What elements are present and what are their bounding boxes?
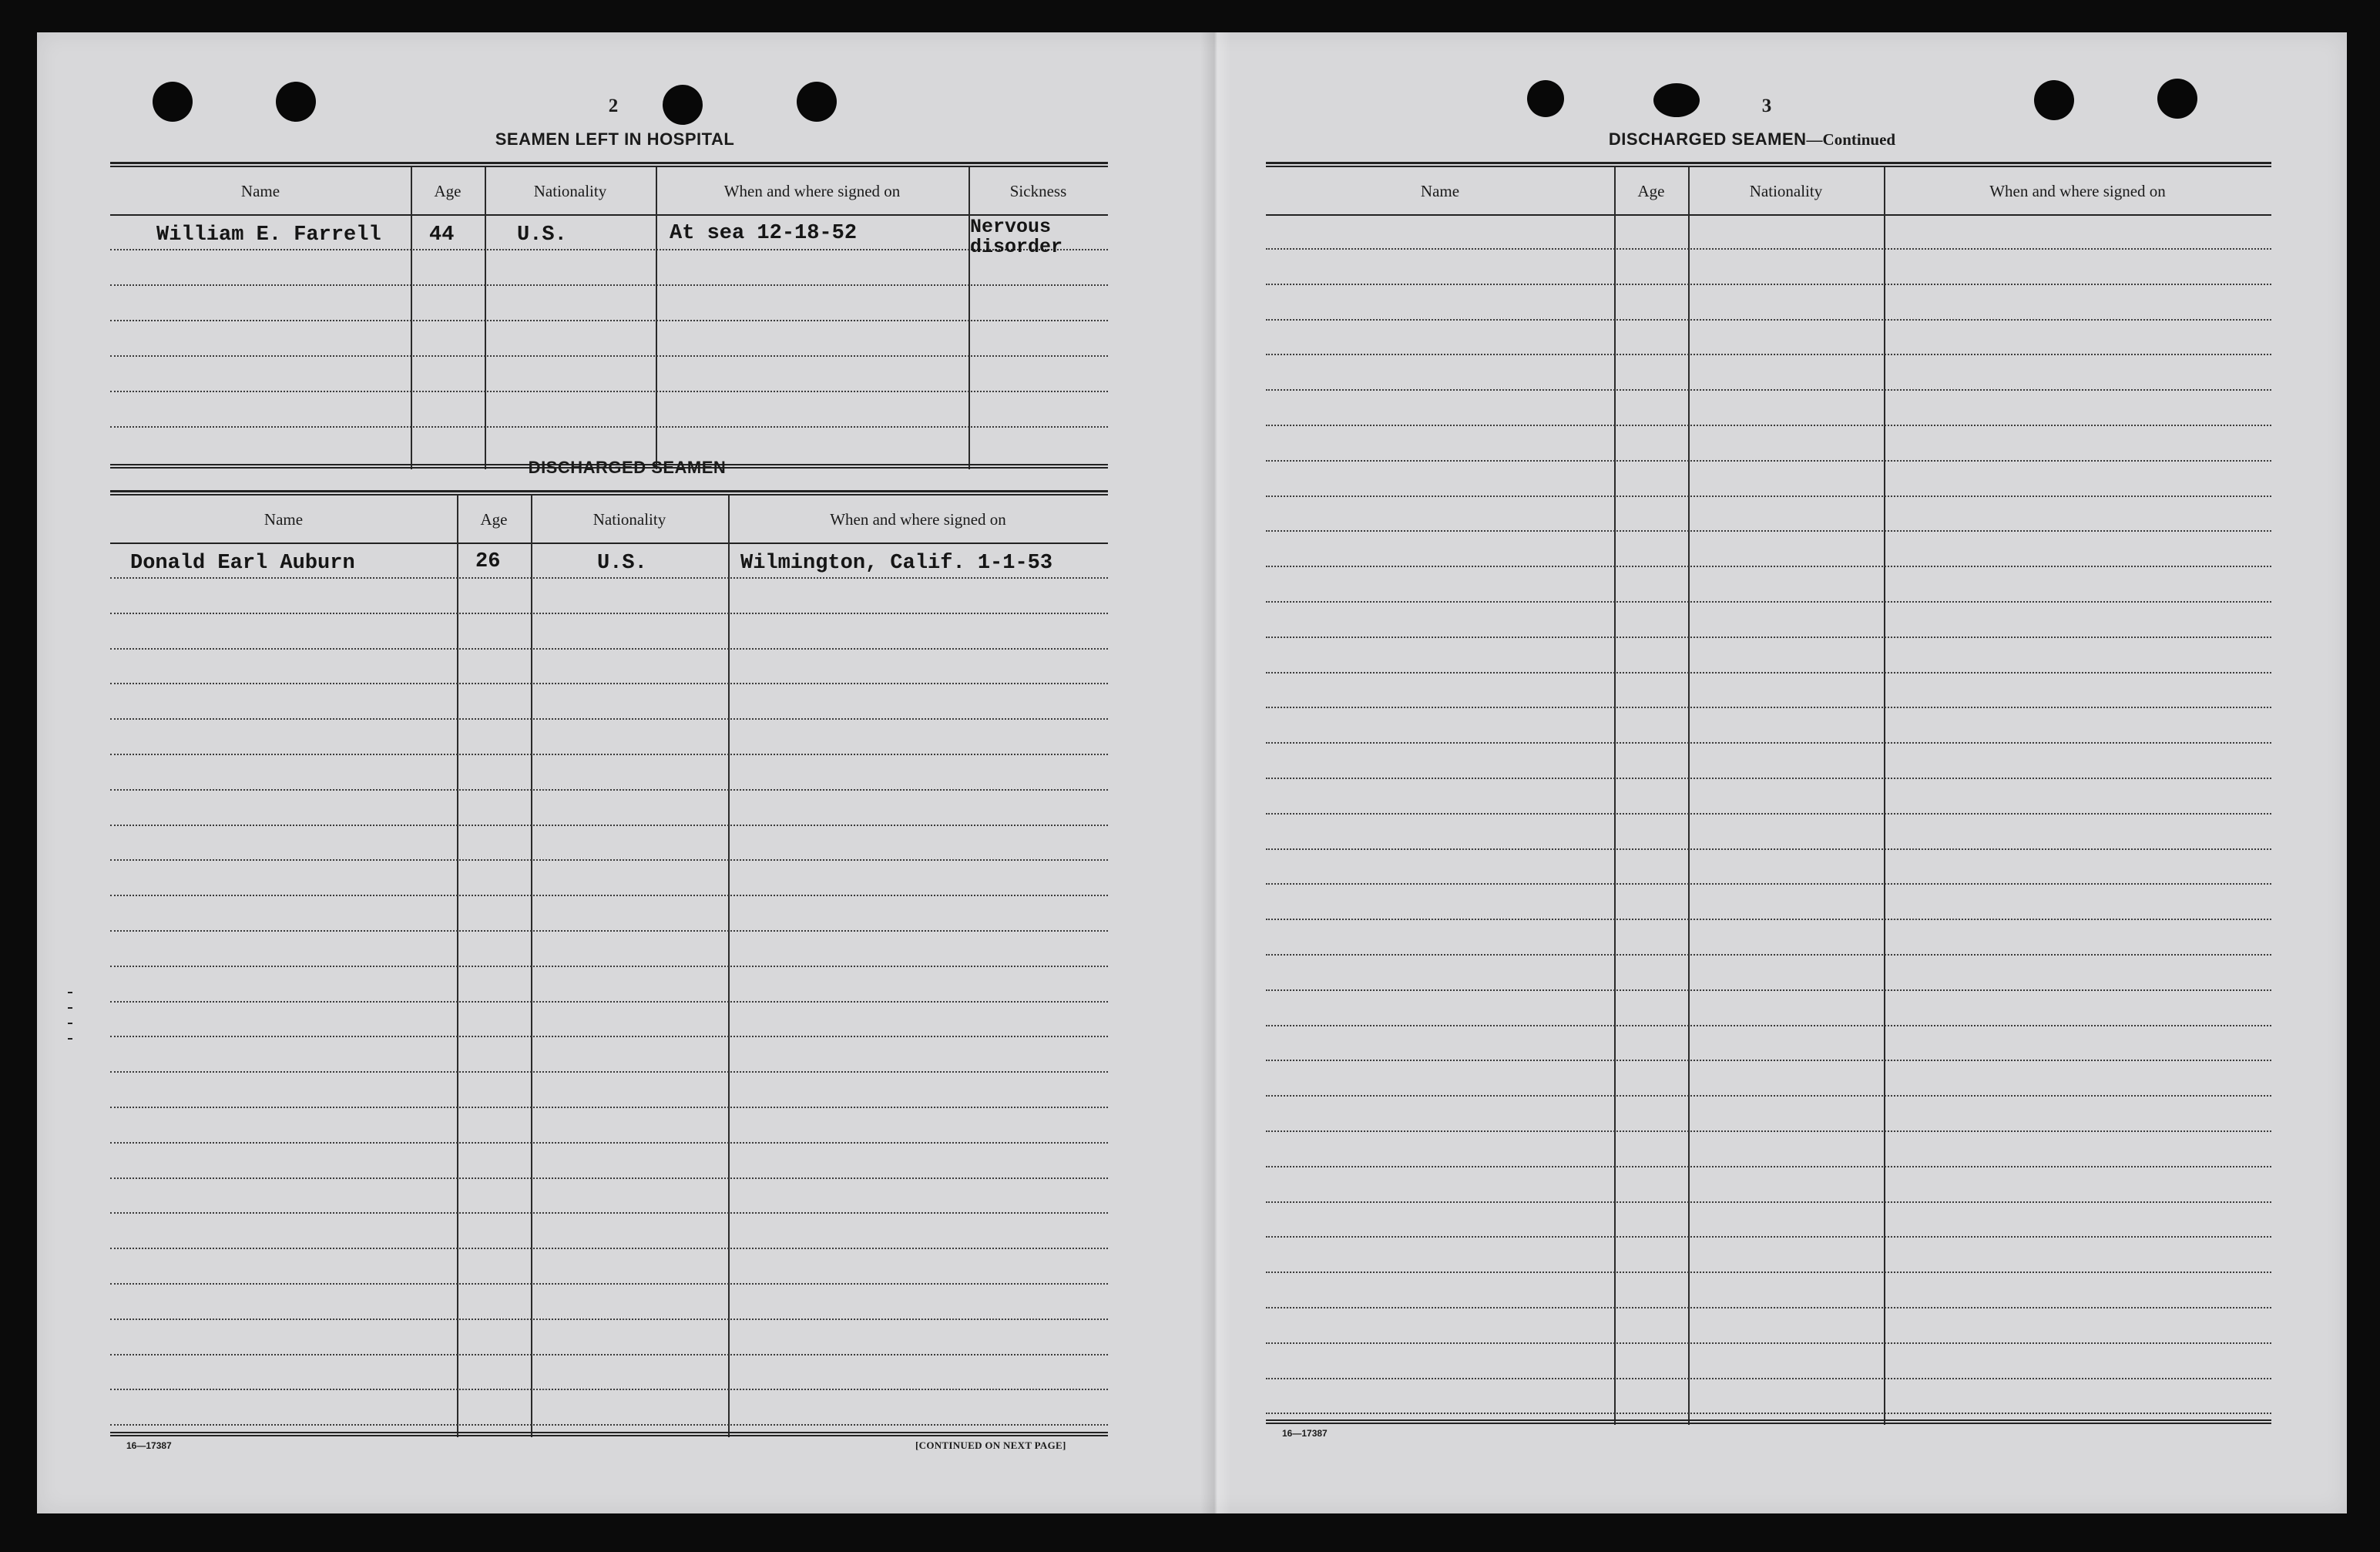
edge-mark: [68, 1038, 72, 1040]
section-title-discharged: DISCHARGED SEAMEN: [528, 458, 727, 477]
row-rule: [110, 1142, 1108, 1144]
column-divider: [656, 167, 657, 469]
column-header-name: Name: [264, 510, 304, 529]
row-rule: [1266, 778, 2271, 779]
row-rule: [110, 930, 1108, 932]
column-divider: [485, 167, 486, 469]
row-rule: [110, 577, 1108, 579]
row-rule: [110, 825, 1108, 826]
row-rule: [110, 718, 1108, 720]
row-rule: [110, 1248, 1108, 1249]
table-bottom-rule: [110, 1432, 1108, 1436]
hospital-row-name: William E. Farrell: [156, 223, 381, 247]
table-top-rule: [110, 162, 1108, 167]
row-rule: [1266, 742, 2271, 744]
row-rule: [110, 1283, 1108, 1285]
column-header-nationality: Nationality: [533, 182, 607, 200]
row-rule: [110, 1212, 1108, 1214]
row-rule: [110, 1354, 1108, 1355]
row-rule: [110, 789, 1108, 791]
punch-hole: [663, 85, 703, 125]
row-rule: [110, 648, 1108, 650]
row-rule: [1266, 284, 2271, 285]
row-rule: [1266, 248, 2271, 250]
row-rule: [110, 683, 1108, 684]
header-rule: [1266, 214, 2271, 216]
row-rule: [110, 895, 1108, 896]
column-divider: [411, 167, 412, 469]
table-top-rule: [1266, 162, 2271, 167]
row-rule: [1266, 1342, 2271, 1344]
row-rule: [110, 613, 1108, 614]
row-rule: [110, 1319, 1108, 1320]
punch-hole: [797, 82, 837, 122]
punch-hole: [1527, 80, 1564, 117]
hospital-row-sickness: Nervous disorder: [970, 216, 1063, 258]
table-top-rule: [110, 490, 1108, 495]
row-rule: [1266, 1307, 2271, 1308]
row-rule: [1266, 707, 2271, 708]
row-rule: [110, 1389, 1108, 1390]
row-rule: [1266, 425, 2271, 426]
discharged-row-age: 26: [475, 550, 501, 573]
row-rule: [1266, 1060, 2271, 1061]
row-rule: [1266, 1095, 2271, 1097]
document-spread: [37, 32, 2347, 1513]
row-rule: [1266, 848, 2271, 850]
column-header-signed-on: When and where signed on: [1989, 182, 2166, 200]
row-rule: [110, 1071, 1108, 1073]
page-number: 3: [1761, 96, 1772, 116]
row-rule: [1266, 389, 2271, 391]
row-rule: [110, 249, 1108, 250]
section-title-hospital: SEAMEN LEFT IN HOSPITAL: [495, 129, 735, 149]
punch-hole: [2157, 79, 2197, 119]
column-header-name: Name: [1420, 182, 1460, 200]
row-rule: [110, 1001, 1108, 1003]
punch-hole: [276, 82, 316, 122]
row-rule: [1266, 1201, 2271, 1203]
row-rule: [1266, 530, 2271, 532]
column-divider: [968, 167, 970, 469]
edge-mark: [68, 992, 72, 993]
discharged-row-nationality: U.S.: [597, 552, 647, 575]
form-number: 16—17387: [1282, 1428, 1328, 1439]
page-fold: [1200, 32, 1231, 1513]
hospital-row-age: 44: [429, 223, 455, 247]
hospital-row-signed-on: At sea 12-18-52: [670, 222, 858, 245]
row-rule: [1266, 354, 2271, 355]
edge-mark: [68, 1023, 72, 1024]
column-header-age: Age: [480, 510, 508, 529]
row-rule: [110, 966, 1108, 967]
continued-note: [CONTINUED ON NEXT PAGE]: [915, 1439, 1066, 1451]
row-rule: [1266, 1413, 2271, 1414]
row-rule: [110, 355, 1108, 357]
section-title-discharged-continued: [1609, 129, 1895, 149]
column-header-age: Age: [434, 182, 462, 200]
row-rule: [1266, 813, 2271, 815]
row-rule: [110, 284, 1108, 286]
table-bottom-rule: [1266, 1419, 2271, 1424]
row-rule: [1266, 1271, 2271, 1273]
row-rule: [110, 1036, 1108, 1037]
column-header-signed-on: When and where signed on: [723, 182, 901, 200]
column-header-name: Name: [240, 182, 280, 200]
row-rule: [1266, 1236, 2271, 1238]
row-rule: [110, 859, 1108, 861]
row-rule: [1266, 672, 2271, 674]
row-rule: [1266, 989, 2271, 991]
row-rule: [1266, 637, 2271, 638]
column-header-signed-on: When and where signed on: [830, 510, 1006, 529]
edge-mark: [68, 1007, 72, 1009]
punch-hole: [2034, 80, 2074, 120]
row-rule: [110, 320, 1108, 321]
row-rule: [1266, 883, 2271, 885]
section-title-text: DISCHARGED SEAMEN: [1608, 129, 1807, 149]
row-rule: [1266, 1025, 2271, 1026]
discharged-row-signed-on: Wilmington, Calif. 1-1-53: [740, 552, 1053, 575]
column-header-age: Age: [1637, 182, 1665, 200]
hospital-row-nationality: U.S.: [517, 223, 567, 247]
row-rule: [1266, 460, 2271, 462]
row-rule: [1266, 954, 2271, 956]
discharged-table: [110, 490, 1108, 1461]
section-title-suffix: —Continued: [1806, 130, 1896, 149]
row-rule: [1266, 1130, 2271, 1132]
row-rule: [1266, 919, 2271, 920]
discharged-row-name: Donald Earl Auburn: [130, 552, 355, 575]
page-number: 2: [608, 96, 619, 116]
row-rule: [110, 391, 1108, 392]
header-rule: [110, 214, 1108, 216]
discharged-continued-table: [1266, 162, 2271, 1456]
row-rule: [110, 754, 1108, 755]
punch-hole: [153, 82, 193, 122]
punch-hole: [1653, 83, 1700, 117]
row-rule: [110, 1424, 1108, 1426]
column-header-nationality: Nationality: [1749, 182, 1823, 200]
header-rule: [110, 543, 1108, 544]
row-rule: [110, 1177, 1108, 1179]
hospital-table: [110, 162, 1108, 470]
row-rule: [1266, 1378, 2271, 1379]
row-rule: [1266, 495, 2271, 497]
row-rule: [1266, 601, 2271, 603]
row-rule: [1266, 1166, 2271, 1167]
row-rule: [1266, 566, 2271, 567]
column-header-nationality: Nationality: [592, 510, 666, 529]
row-rule: [110, 1107, 1108, 1108]
row-rule: [1266, 319, 2271, 321]
form-number: 16—17387: [126, 1440, 172, 1451]
row-rule: [110, 426, 1108, 428]
column-header-sickness: Sickness: [1009, 182, 1067, 200]
